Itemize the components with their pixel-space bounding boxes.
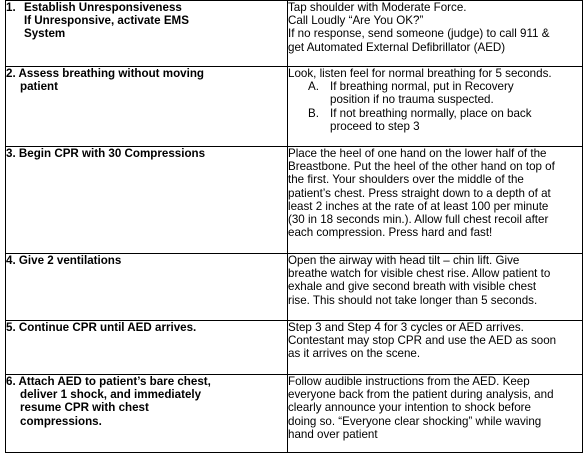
description-line: patient’s chest. Press straight down to a depth of at: [288, 186, 551, 200]
description-line: the first. Your shoulders over the middle of the: [288, 173, 524, 187]
step-cell: [6, 375, 288, 453]
table-row: [6, 254, 583, 321]
step-number: 1.: [6, 1, 16, 14]
description-line: each compression. Press hard and fast!: [288, 226, 493, 240]
list-item: [288, 107, 582, 133]
description-cell: [288, 1, 583, 67]
description-line: Open the airway with head tilt – chin lift. Give: [288, 254, 520, 267]
description-line: as it arrives on the scene.: [288, 347, 421, 361]
description-line: position if no trauma suspected.: [330, 93, 494, 107]
step-cell: [6, 1, 288, 67]
table-row: [6, 67, 583, 147]
list-marker: B.: [308, 106, 319, 120]
description-line: everyone back from the patient during analysis, and: [288, 388, 554, 402]
step-title-line: patient: [20, 80, 59, 94]
description-cell: [288, 147, 583, 254]
description-line: Look, listen feel for normal breathing for 5 seconds.: [288, 67, 552, 80]
description-line: Follow audible instructions from the AED. Keep: [288, 375, 530, 388]
description-cell: [288, 254, 583, 321]
step-title-line: deliver 1 shock, and immediately: [20, 388, 202, 402]
description-line: get Automated External Defibrillator (AED): [288, 40, 506, 54]
description-cell: [288, 321, 583, 375]
step-title-line: System: [24, 27, 66, 41]
description-line: (30 in 18 seconds min.). Allow full chest recoil after: [288, 213, 549, 227]
step-cell: [6, 147, 288, 254]
description-line: rise. This should not take longer than 5 seconds.: [288, 293, 538, 307]
step-title-line: 6. Attach AED to patient’s bare chest,: [6, 375, 211, 388]
description-line: exhale and give second breath with visible chest: [288, 280, 537, 294]
description-line: Breastbone. Put the heel of the other hand on top of: [288, 160, 555, 174]
step-title-line: 3. Begin CPR with 30 Compressions: [6, 147, 206, 160]
description-line: breathe watch for visible chest rise. Allow patient to: [288, 267, 551, 281]
list-marker: A.: [308, 80, 319, 94]
step-title-line: resume CPR with chest: [20, 401, 149, 415]
table-row: [6, 375, 583, 453]
description-line: If no response, send someone (judge) to call 911 &: [288, 27, 550, 41]
step-cell: [6, 321, 288, 375]
description-line: Contestant may stop CPR and use the AED as soon: [288, 334, 557, 348]
description-cell: [288, 67, 583, 147]
step-title-line: Establish Unresponsiveness: [24, 1, 182, 14]
table-row: [6, 321, 583, 375]
list-item: [288, 80, 582, 106]
description-line: If not breathing normally, place on back: [330, 106, 532, 120]
description-line: Step 3 and Step 4 for 3 cycles or AED arrives.: [288, 321, 524, 334]
step-title-line: compressions.: [20, 414, 102, 428]
description-line: clearly announce your intention to shock before: [288, 401, 531, 415]
step-title-line: 4. Give 2 ventilations: [6, 254, 122, 267]
description-line: Place the heel of one hand on the lower half of the: [288, 147, 547, 160]
description-line: hand over patient: [288, 427, 378, 441]
cpr-steps-table: [5, 0, 583, 453]
step-title-line: 2. Assess breathing without moving: [6, 67, 204, 80]
step-cell: [6, 67, 288, 147]
description-cell: [288, 375, 583, 453]
step-cell: [6, 254, 288, 321]
description-line: Call Loudly “Are You OK?”: [288, 14, 424, 28]
table-row: [6, 1, 583, 67]
table-row: [6, 147, 583, 254]
description-line: proceed to step 3: [330, 119, 420, 133]
description-line: If breathing normal, put in Recovery: [330, 80, 514, 94]
description-line: Tap shoulder with Moderate Force.: [288, 1, 467, 14]
step-title-line: If Unresponsive, activate EMS: [24, 14, 189, 28]
step-title-line: 5. Continue CPR until AED arrives.: [6, 321, 197, 334]
description-line: least 2 inches at the rate of at least 100 per minute: [288, 199, 549, 213]
description-line: doing so. “Everyone clear shocking” while waving: [288, 414, 542, 428]
